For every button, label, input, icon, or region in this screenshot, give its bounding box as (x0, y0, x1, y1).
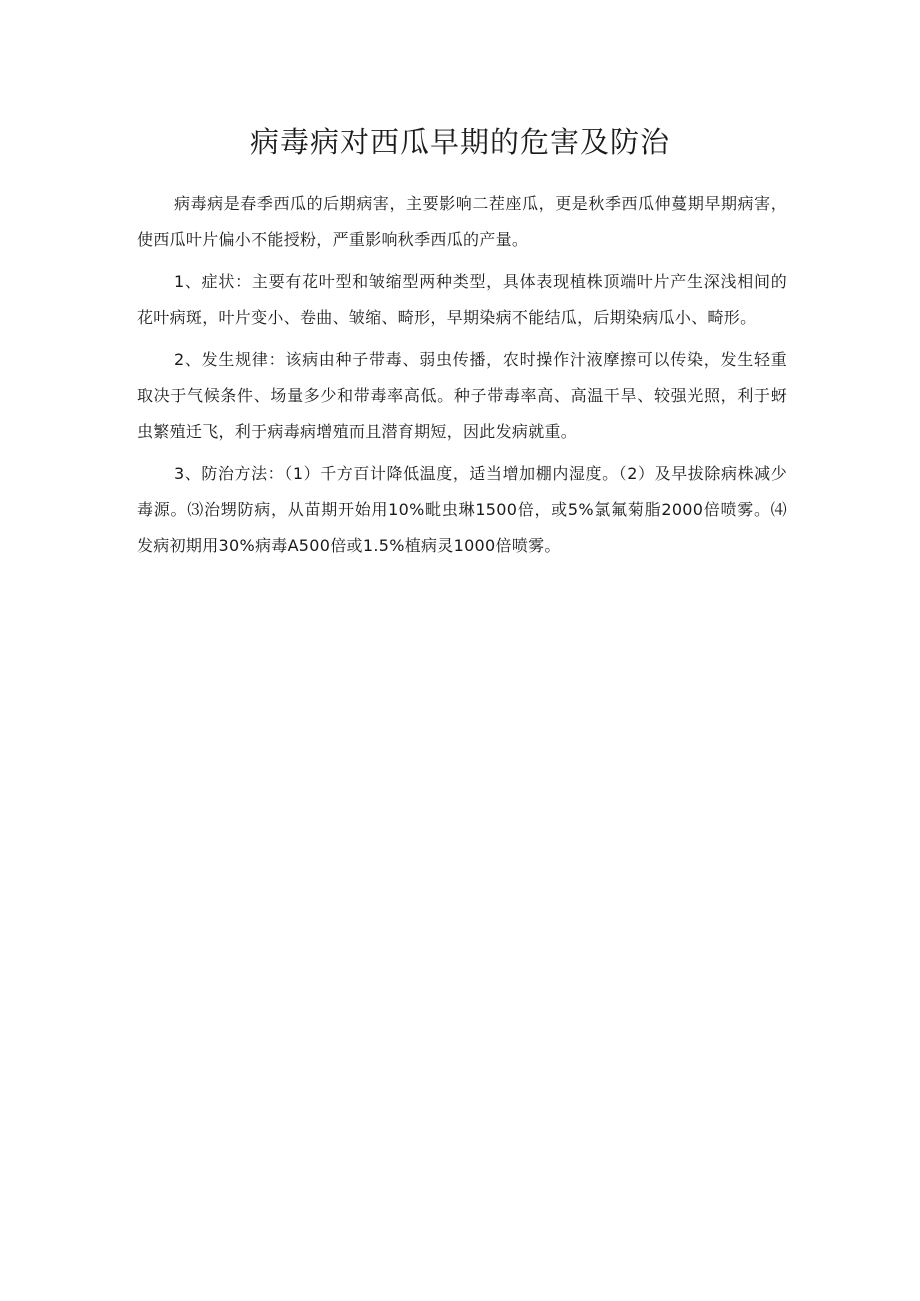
paragraph-occurrence: 2、发生规律：该病由种子带毒、弱虫传播，农时操作汁液摩擦可以传染，发生轻重取决于气候条件、场量多少和带毒率高低。种子带毒率高、高温干旱、较强光照，利于蚜虫繁殖迁飞，利于病毒病增殖而且潜育期短，因此发病就重。 (137, 350, 787, 441)
paragraph-intro: 病毒病是春季西瓜的后期病害，主要影响二茬座瓜，更是秋季西瓜伸蔓期早期病害，使西瓜叶片偏小不能授粉，严重影响秋季西瓜的产量。 (137, 194, 787, 249)
paragraph-symptoms: 1、症状：主要有花叶型和皱缩型两种类型，具体表现植株顶端叶片产生深浅相间的花叶病斑，叶片变小、卷曲、皱缩、畸形，早期染病不能结瓜，后期染病瓜小、畸形。 (137, 272, 787, 327)
document-title: 病毒病对西瓜早期的危害及防治 (249, 125, 670, 159)
paragraph-control: 3、防治方法：（1）千方百计降低温度，适当增加棚内湿度。（2）及早拔除病株减少毒源。⑶治甥防病，从苗期开始用10%毗虫琳1500倍，或5%氯氟菊脂2000倍喷雾。⑷发病初期用30%病毒A500倍或1.5%植病灵1000倍喷雾。 (137, 464, 787, 555)
document-body (137, 186, 787, 570)
